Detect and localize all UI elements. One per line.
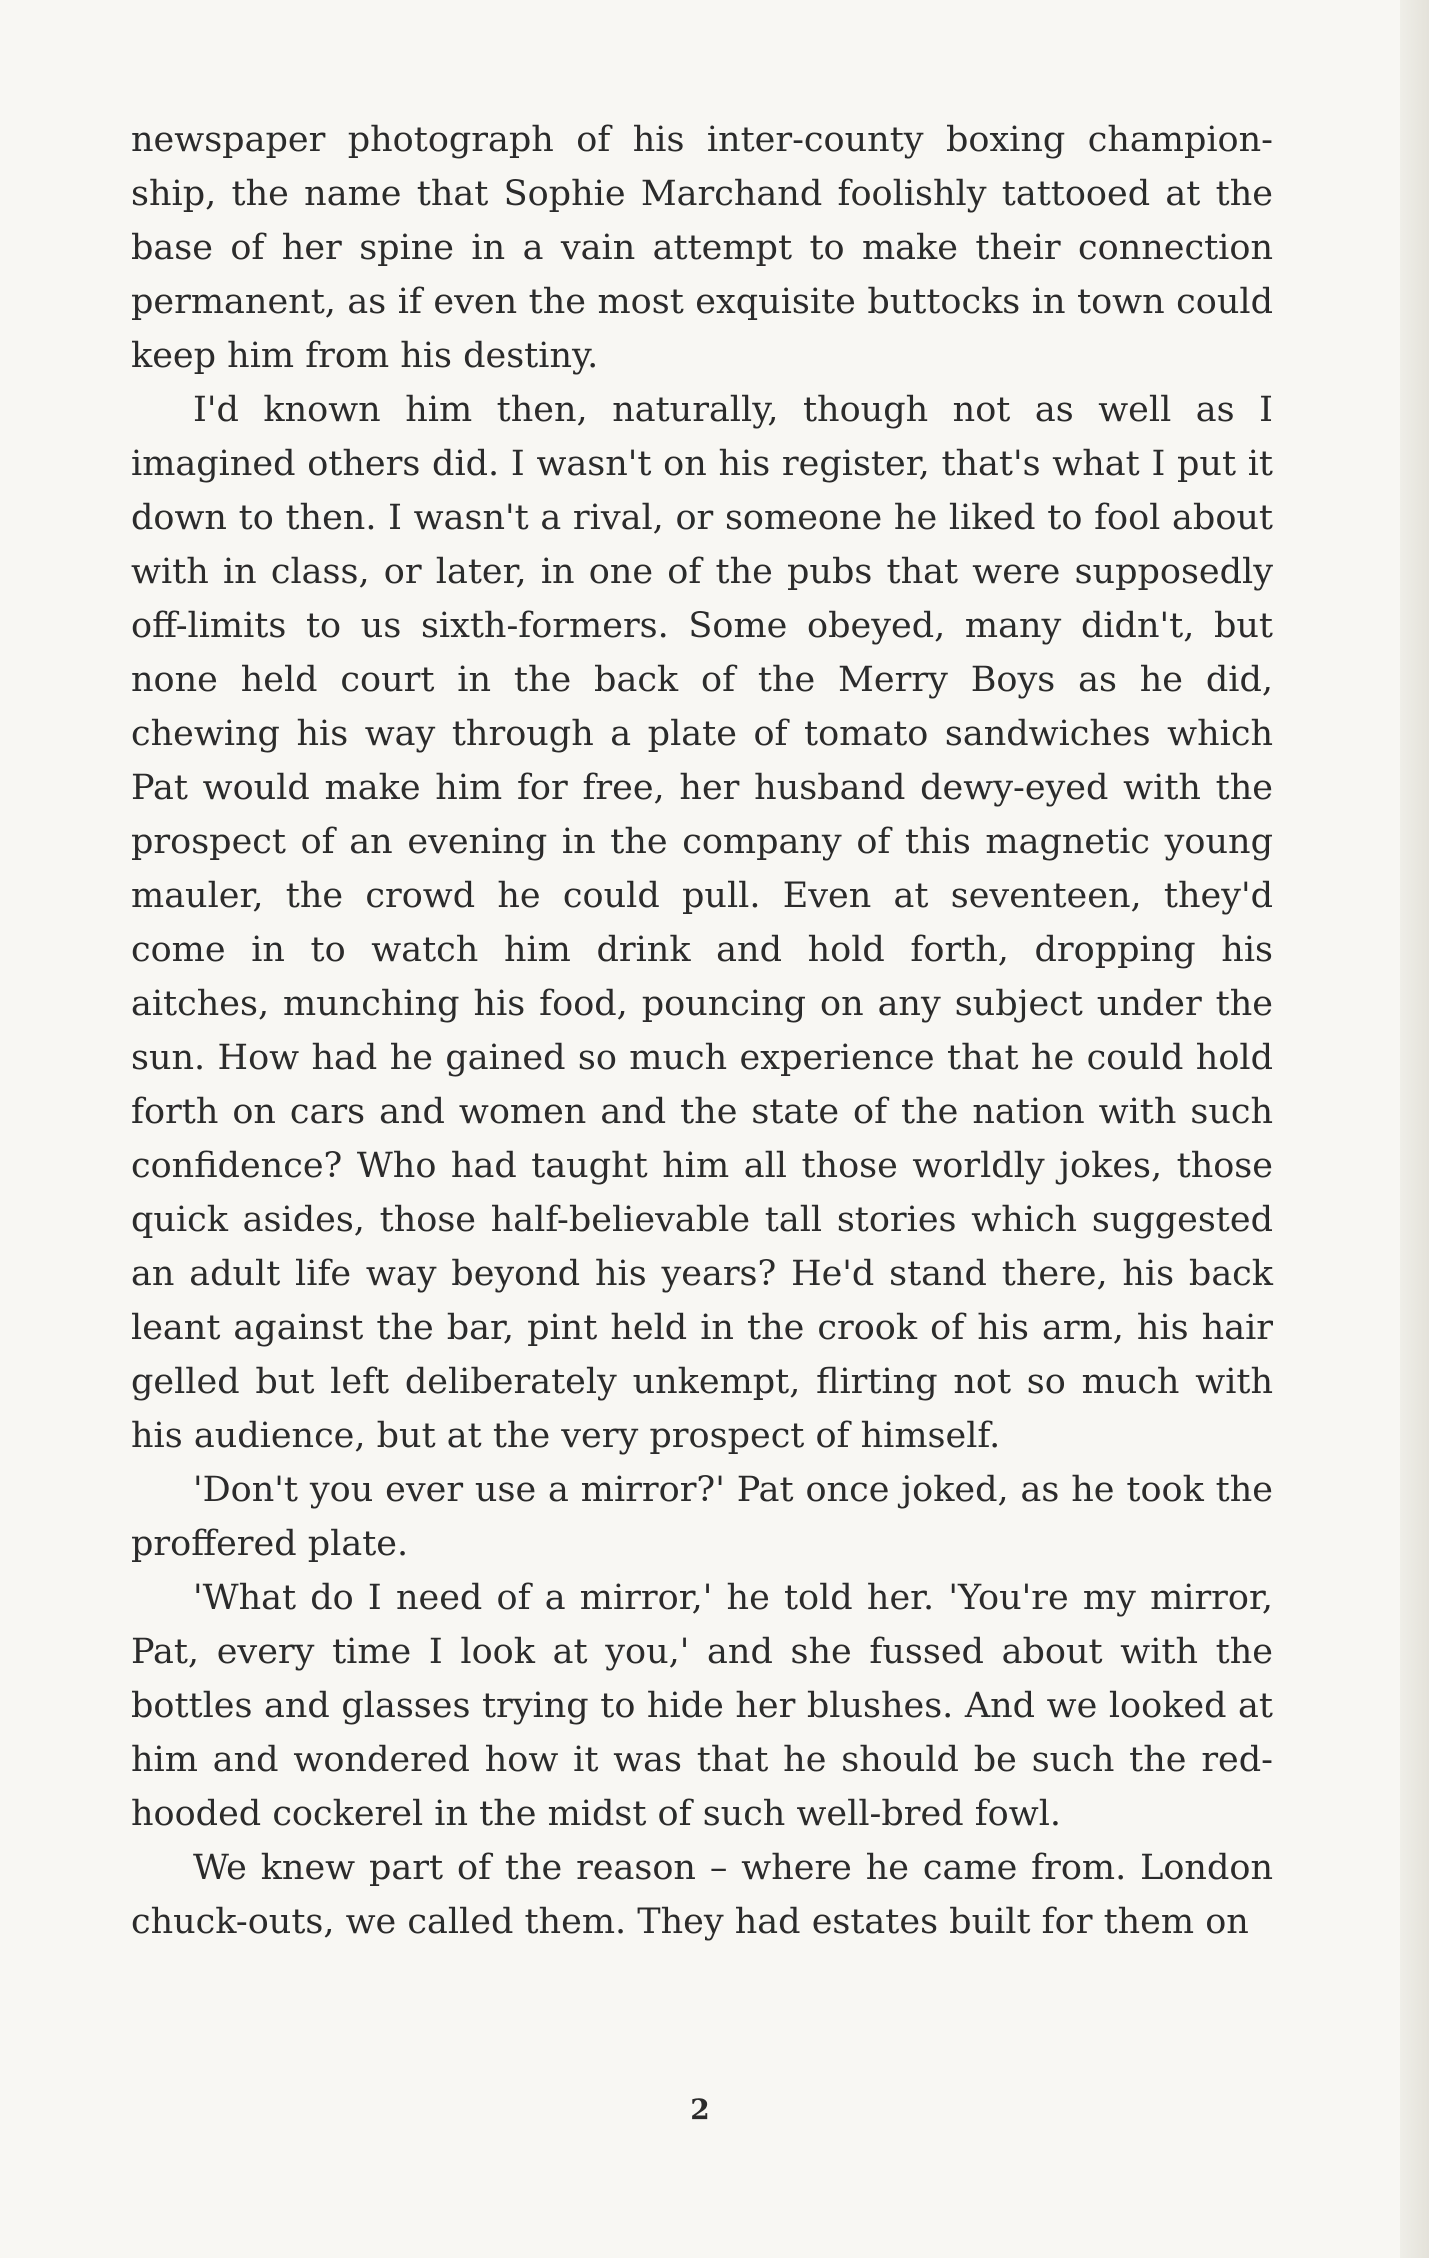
paragraph-1: newspaper photograph of his inter-county boxing championship, the name that Sophie Marchand foolishly tattooed at the base of her spine in a vain attempt to make their connection permanent, as if even the most exquisite buttocks in town could keep him from his destiny. bbox=[131, 120, 1273, 376]
paragraph-2: I'd known him then, naturally, though not as well as I imagined others did. I wasn't on his register, that's what I put it down to then. I wasn't a rival, or someone he liked to fool about with in class, or later, in one of the pubs that were supposedly off-limits to us sixth-formers. Some obeyed, many didn't, but none held court in the back of the Merry Boys as he did, chewing his way through a plate of tomato sandwiches which Pat would make him for free, her husband dewy-eyed with the prospect of an evening in the company of this magnetic young mauler, the crowd he could pull. Even at seventeen, they'd come in to watch him drink and hold forth, dropping his aitches, munching his food, pouncing on any subject under the sun. How had he gained so much experience that he could hold forth on cars and women and the state of the nation with such confidence? Who had taught him all those worldly jokes, those quick asides, those half-believable tall stories which suggested an adult life way beyond his years? He'd stand there, his back leant against the bar, pint held in the crook of his arm, his hair gelled but left deliberately unkempt, flirting not so much with his audience, but at the very prospect of himself. bbox=[131, 390, 1273, 1456]
paragraph-5: We knew part of the reason – where he came from. London chuck-outs, we called them. They had estates built for them on bbox=[131, 1848, 1273, 1942]
paragraph-3: 'Don't you ever use a mirror?' Pat once joked, as he took the proffered plate. bbox=[131, 1470, 1273, 1564]
body-text bbox=[131, 113, 1273, 1949]
page-number: 2 bbox=[690, 2093, 710, 2126]
paragraph-4: 'What do I need of a mirror,' he told her. 'You're my mirror, Pat, every time I look at you,' and she fussed about with the bottles and glasses trying to hide her blushes. And we looked at him and wondered how it was that he should be such the red-hooded cockerel in the midst of such well-bred fowl. bbox=[131, 1578, 1273, 1834]
page-edge bbox=[1400, 0, 1429, 2258]
